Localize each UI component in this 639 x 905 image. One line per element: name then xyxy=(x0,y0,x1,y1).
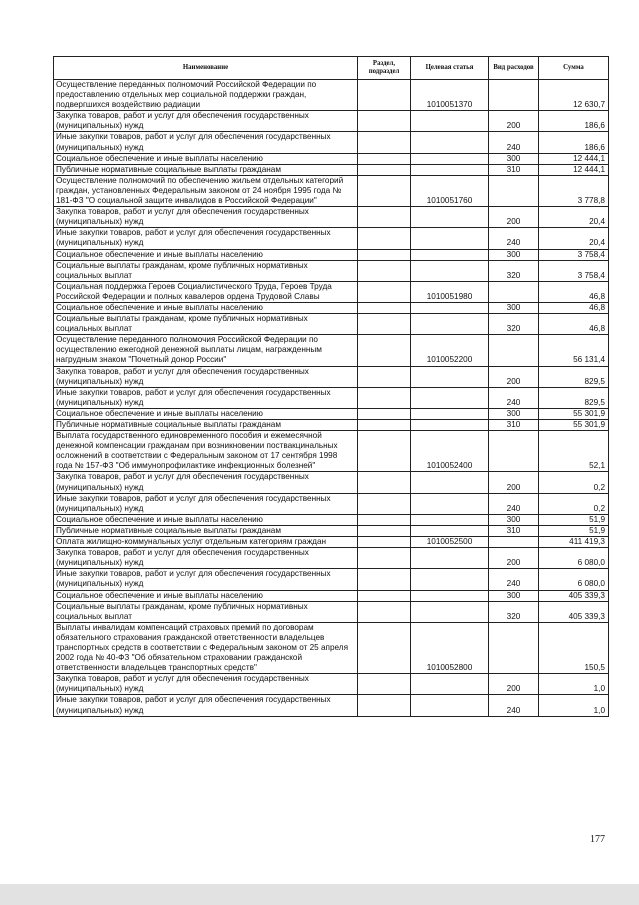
cell-article xyxy=(411,387,489,408)
cell-article xyxy=(411,548,489,569)
table-row xyxy=(54,260,609,281)
cell-section xyxy=(358,111,411,132)
cell-vid: 300 xyxy=(489,302,539,313)
table-row xyxy=(54,132,609,153)
cell-sum: 6 080,0 xyxy=(539,569,609,590)
cell-section xyxy=(358,175,411,206)
cell-name: Выплата государственного единовременного пособия и ежемесячной денежной компенсации гражданам при возникновении поствакцинальных осложнений в соответствии с Федеральным законом от 17 сентября 1998 года № 157-ФЗ "Об иммунопрофилактике инфекционных болезней" xyxy=(54,431,358,472)
cell-sum: 20,4 xyxy=(539,207,609,228)
cell-article xyxy=(411,314,489,335)
cell-vid: 200 xyxy=(489,207,539,228)
cell-section xyxy=(358,601,411,622)
table-row xyxy=(54,335,609,366)
cell-section xyxy=(358,314,411,335)
cell-section xyxy=(358,622,411,673)
cell-section xyxy=(358,514,411,525)
cell-article xyxy=(411,207,489,228)
cell-article xyxy=(411,132,489,153)
cell-name: Публичные нормативные социальные выплаты гражданам xyxy=(54,525,358,536)
cell-section xyxy=(358,302,411,313)
cell-section xyxy=(358,228,411,249)
cell-sum: 46,8 xyxy=(539,281,609,302)
table-row xyxy=(54,601,609,622)
cell-sum: 56 131,4 xyxy=(539,335,609,366)
cell-sum: 51,9 xyxy=(539,514,609,525)
header-article: Целевая статья xyxy=(411,57,489,80)
cell-sum: 12 444,1 xyxy=(539,153,609,164)
cell-section xyxy=(358,408,411,419)
cell-name: Закупка товаров, работ и услуг для обеспечения государственных (муниципальных) нужд xyxy=(54,207,358,228)
cell-section xyxy=(358,80,411,111)
cell-article xyxy=(411,590,489,601)
cell-sum: 1,0 xyxy=(539,695,609,716)
cell-sum: 46,8 xyxy=(539,302,609,313)
cell-vid xyxy=(489,80,539,111)
cell-section xyxy=(358,132,411,153)
cell-section xyxy=(358,472,411,493)
cell-article xyxy=(411,493,489,514)
cell-section xyxy=(358,387,411,408)
cell-sum: 829,5 xyxy=(539,366,609,387)
cell-name: Осуществление полномочий по обеспечению жильем отдельных категорий граждан, установленных Федеральным законом от 24 ноября 1995 года № 181-ФЗ "О социальной защите инвалидов в Российской Федерации" xyxy=(54,175,358,206)
cell-article: 1010051980 xyxy=(411,281,489,302)
cell-name: Иные закупки товаров, работ и услуг для обеспечения государственных (муниципальных) нужд xyxy=(54,228,358,249)
cell-name: Иные закупки товаров, работ и услуг для обеспечения государственных (муниципальных) нужд xyxy=(54,132,358,153)
header-sum: Сумма xyxy=(539,57,609,80)
table-row xyxy=(54,387,609,408)
cell-vid xyxy=(489,335,539,366)
cell-vid: 320 xyxy=(489,314,539,335)
table-row xyxy=(54,175,609,206)
cell-vid xyxy=(489,537,539,548)
cell-section xyxy=(358,366,411,387)
table-row xyxy=(54,431,609,472)
cell-vid: 300 xyxy=(489,153,539,164)
cell-name: Социальное обеспечение и иные выплаты населению xyxy=(54,302,358,313)
cell-vid: 200 xyxy=(489,472,539,493)
cell-vid: 200 xyxy=(489,674,539,695)
cell-name: Осуществление переданного полномочия Российской Федерации по осуществлению ежегодной денежной выплаты лицам, награжденным нагрудным знаком "Почетный донор России" xyxy=(54,335,358,366)
table-row xyxy=(54,164,609,175)
cell-vid: 200 xyxy=(489,366,539,387)
cell-sum: 55 301,9 xyxy=(539,408,609,419)
cell-section xyxy=(358,153,411,164)
table-row xyxy=(54,514,609,525)
table-row xyxy=(54,153,609,164)
cell-name: Социальное обеспечение и иные выплаты населению xyxy=(54,408,358,419)
cell-sum: 150,5 xyxy=(539,622,609,673)
cell-sum: 52,1 xyxy=(539,431,609,472)
cell-section xyxy=(358,431,411,472)
cell-vid: 300 xyxy=(489,590,539,601)
cell-article xyxy=(411,153,489,164)
cell-article xyxy=(411,228,489,249)
cell-article: 1010052500 xyxy=(411,537,489,548)
cell-name: Социальное обеспечение и иные выплаты населению xyxy=(54,590,358,601)
cell-sum: 186,6 xyxy=(539,111,609,132)
table-row xyxy=(54,111,609,132)
scan-bottom-band xyxy=(0,884,639,905)
cell-sum: 0,2 xyxy=(539,472,609,493)
cell-name: Социальное обеспечение и иные выплаты населению xyxy=(54,514,358,525)
cell-article xyxy=(411,674,489,695)
cell-name: Иные закупки товаров, работ и услуг для обеспечения государственных (муниципальных) нужд xyxy=(54,387,358,408)
cell-vid: 310 xyxy=(489,420,539,431)
cell-vid: 200 xyxy=(489,548,539,569)
table-row xyxy=(54,366,609,387)
cell-vid xyxy=(489,622,539,673)
cell-section xyxy=(358,249,411,260)
cell-name: Иные закупки товаров, работ и услуг для обеспечения государственных (муниципальных) нужд xyxy=(54,493,358,514)
cell-article: 1010051760 xyxy=(411,175,489,206)
table-row xyxy=(54,622,609,673)
table-row xyxy=(54,548,609,569)
cell-name: Социальное обеспечение и иные выплаты населению xyxy=(54,153,358,164)
cell-article: 1010052400 xyxy=(411,431,489,472)
cell-article xyxy=(411,695,489,716)
budget-table xyxy=(53,56,609,717)
cell-vid xyxy=(489,431,539,472)
cell-section xyxy=(358,537,411,548)
cell-sum: 0,2 xyxy=(539,493,609,514)
table-row xyxy=(54,674,609,695)
cell-name: Оплата жилищно-коммунальных услуг отдельным категориям граждан xyxy=(54,537,358,548)
budget-table-sheet xyxy=(53,56,608,717)
cell-sum: 829,5 xyxy=(539,387,609,408)
cell-article xyxy=(411,525,489,536)
cell-article xyxy=(411,601,489,622)
cell-name: Социальные выплаты гражданам, кроме публичных нормативных социальных выплат xyxy=(54,601,358,622)
table-row xyxy=(54,207,609,228)
cell-article: 1010052800 xyxy=(411,622,489,673)
cell-section xyxy=(358,695,411,716)
table-row xyxy=(54,590,609,601)
cell-section xyxy=(358,164,411,175)
table-row xyxy=(54,472,609,493)
header-vid: Вид расходов xyxy=(489,57,539,80)
cell-article xyxy=(411,569,489,590)
cell-vid: 240 xyxy=(489,132,539,153)
table-row xyxy=(54,80,609,111)
cell-article xyxy=(411,420,489,431)
cell-vid xyxy=(489,281,539,302)
table-header xyxy=(54,57,609,80)
cell-name: Публичные нормативные социальные выплаты гражданам xyxy=(54,420,358,431)
cell-vid: 200 xyxy=(489,111,539,132)
cell-vid: 240 xyxy=(489,228,539,249)
table-row xyxy=(54,302,609,313)
table-row xyxy=(54,281,609,302)
cell-section xyxy=(358,674,411,695)
cell-name: Иные закупки товаров, работ и услуг для обеспечения государственных (муниципальных) нужд xyxy=(54,569,358,590)
cell-vid: 240 xyxy=(489,387,539,408)
cell-sum: 51,9 xyxy=(539,525,609,536)
header-section: Раздел, подраздел xyxy=(358,57,411,80)
table-row xyxy=(54,569,609,590)
cell-section xyxy=(358,335,411,366)
cell-sum: 20,4 xyxy=(539,228,609,249)
cell-vid: 300 xyxy=(489,408,539,419)
cell-article xyxy=(411,366,489,387)
cell-name: Закупка товаров, работ и услуг для обеспечения государственных (муниципальных) нужд xyxy=(54,472,358,493)
cell-sum: 12 630,7 xyxy=(539,80,609,111)
table-row xyxy=(54,493,609,514)
cell-sum: 3 778,8 xyxy=(539,175,609,206)
cell-section xyxy=(358,207,411,228)
cell-article: 1010051370 xyxy=(411,80,489,111)
page-number: 177 xyxy=(590,834,605,845)
cell-name: Выплаты инвалидам компенсаций страховых премий по договорам обязательного страхования гражданской ответственности владельцев транспортных средств в соответствии с Федеральным законом от 25 апреля 2002 года № 40-ФЗ "Об обязательном страховании гражданской ответственности владельцев транспортных средств" xyxy=(54,622,358,673)
cell-article xyxy=(411,260,489,281)
header-name: Наименование xyxy=(54,57,358,80)
cell-section xyxy=(358,525,411,536)
cell-sum: 3 758,4 xyxy=(539,249,609,260)
cell-sum: 411 419,3 xyxy=(539,537,609,548)
cell-sum: 46,8 xyxy=(539,314,609,335)
cell-section xyxy=(358,260,411,281)
cell-vid: 320 xyxy=(489,601,539,622)
cell-vid: 240 xyxy=(489,493,539,514)
cell-sum: 3 758,4 xyxy=(539,260,609,281)
cell-article xyxy=(411,514,489,525)
cell-name: Закупка товаров, работ и услуг для обеспечения государственных (муниципальных) нужд xyxy=(54,548,358,569)
cell-name: Осуществление переданных полномочий Российской Федерации по предоставлению отдельных мер социальной поддержки граждан, подвергшихся воздействию радиации xyxy=(54,80,358,111)
cell-sum: 12 444,1 xyxy=(539,164,609,175)
table-row xyxy=(54,695,609,716)
cell-sum: 405 339,3 xyxy=(539,601,609,622)
cell-article xyxy=(411,111,489,132)
cell-sum: 405 339,3 xyxy=(539,590,609,601)
cell-vid: 310 xyxy=(489,164,539,175)
cell-article xyxy=(411,302,489,313)
table-row xyxy=(54,228,609,249)
table-row xyxy=(54,249,609,260)
cell-name: Закупка товаров, работ и услуг для обеспечения государственных (муниципальных) нужд xyxy=(54,111,358,132)
cell-article xyxy=(411,408,489,419)
cell-sum: 186,6 xyxy=(539,132,609,153)
cell-name: Социальные выплаты гражданам, кроме публичных нормативных социальных выплат xyxy=(54,260,358,281)
cell-name: Социальное обеспечение и иные выплаты населению xyxy=(54,249,358,260)
cell-section xyxy=(358,493,411,514)
cell-name: Публичные нормативные социальные выплаты гражданам xyxy=(54,164,358,175)
cell-vid: 310 xyxy=(489,525,539,536)
cell-name: Закупка товаров, работ и услуг для обеспечения государственных (муниципальных) нужд xyxy=(54,674,358,695)
cell-name: Социальная поддержка Героев Социалистического Труда, Героев Труда Российской Федерации и полных кавалеров ордена Трудовой Славы xyxy=(54,281,358,302)
table-row xyxy=(54,420,609,431)
cell-sum: 6 080,0 xyxy=(539,548,609,569)
cell-section xyxy=(358,281,411,302)
cell-vid: 300 xyxy=(489,514,539,525)
cell-name: Социальные выплаты гражданам, кроме публичных нормативных социальных выплат xyxy=(54,314,358,335)
table-row xyxy=(54,408,609,419)
cell-article xyxy=(411,472,489,493)
cell-article: 1010052200 xyxy=(411,335,489,366)
cell-section xyxy=(358,590,411,601)
cell-vid xyxy=(489,175,539,206)
cell-section xyxy=(358,548,411,569)
table-row xyxy=(54,537,609,548)
cell-vid: 240 xyxy=(489,569,539,590)
cell-vid: 320 xyxy=(489,260,539,281)
table-row xyxy=(54,314,609,335)
table-row xyxy=(54,525,609,536)
cell-vid: 300 xyxy=(489,249,539,260)
cell-sum: 55 301,9 xyxy=(539,420,609,431)
cell-section xyxy=(358,569,411,590)
cell-vid: 240 xyxy=(489,695,539,716)
cell-section xyxy=(358,420,411,431)
cell-article xyxy=(411,249,489,260)
cell-name: Закупка товаров, работ и услуг для обеспечения государственных (муниципальных) нужд xyxy=(54,366,358,387)
cell-name: Иные закупки товаров, работ и услуг для обеспечения государственных (муниципальных) нужд xyxy=(54,695,358,716)
table-body xyxy=(54,80,609,717)
cell-sum: 1,0 xyxy=(539,674,609,695)
cell-article xyxy=(411,164,489,175)
